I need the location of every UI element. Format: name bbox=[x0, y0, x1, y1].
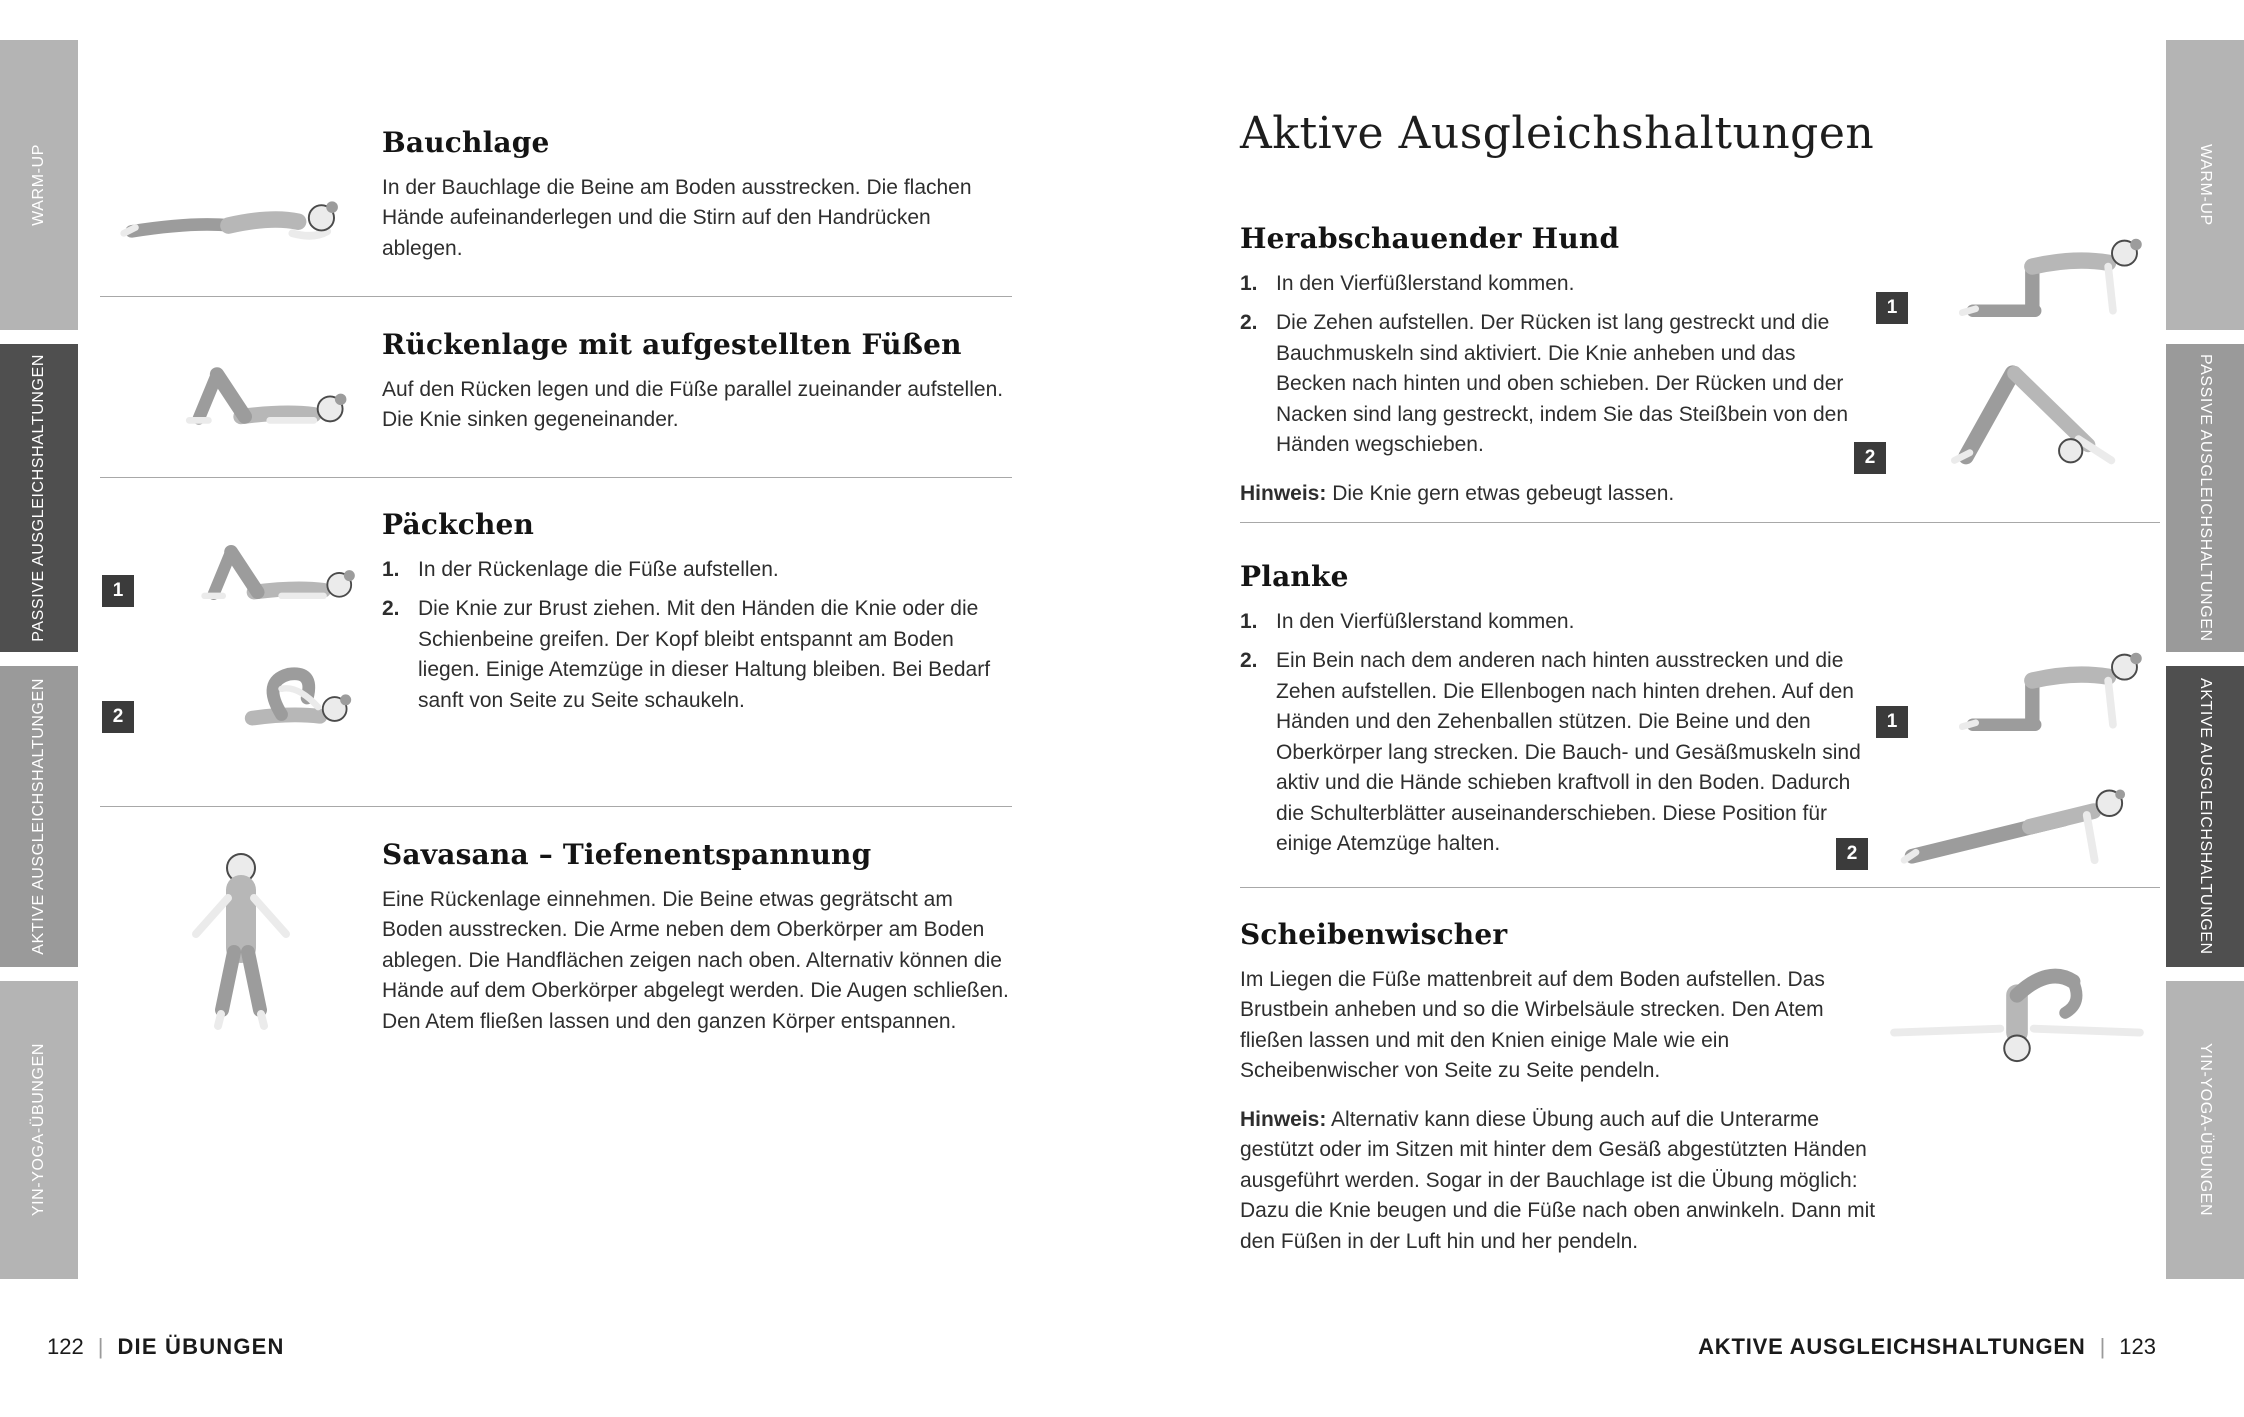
step-number: 1. bbox=[382, 558, 400, 581]
step-number: 2. bbox=[1240, 311, 1258, 335]
pose-table-illustration bbox=[1920, 212, 2160, 324]
section-scheibenwischer bbox=[1240, 918, 2160, 1257]
text-column bbox=[1240, 560, 1870, 860]
section-heading: Scheibenwischer bbox=[1240, 918, 1508, 951]
figure-column bbox=[100, 508, 382, 733]
tab-aktive-ausgleichshaltungen[interactable] bbox=[0, 666, 78, 967]
section-rueckenlage bbox=[100, 328, 1012, 436]
figure-column bbox=[100, 126, 382, 264]
section-divider bbox=[1240, 522, 2160, 523]
section-body: Eine Rückenlage einnehmen. Die Beine etwas gegrätscht am Boden ausstrecken. Die Arme neben dem Oberkörper am Boden ablegen. Die Handflächen zeigen nach oben. Alternativ können die Hände auf dem Oberkörper abgelegt werden. Die Augen schließen. Den Atem fließen lassen und den ganzen Körper entspannen. bbox=[382, 888, 1009, 1033]
tab-label: PASSIVE AUSGLEICHSHALTUNGEN bbox=[2197, 354, 2214, 642]
tab-label: PASSIVE AUSGLEICHSHALTUNGEN bbox=[30, 354, 47, 642]
step-badge-1: 1 bbox=[102, 575, 134, 607]
section-divider bbox=[100, 477, 1012, 478]
figure-column bbox=[1830, 948, 2160, 1066]
step-badge-1: 1 bbox=[1876, 706, 1908, 738]
section-divider bbox=[100, 806, 1012, 807]
step-badge-1: 1 bbox=[1876, 292, 1908, 324]
section-heading: Rückenlage mit aufgestellten Füßen bbox=[382, 328, 962, 361]
hinweis-label: Hinweis: bbox=[1240, 1107, 1327, 1131]
footer-label: DIE ÜBUNGEN bbox=[117, 1334, 285, 1359]
step-number: 2. bbox=[382, 597, 400, 621]
pose-windshield-wiper-illustration bbox=[1874, 948, 2160, 1066]
right-page-footer bbox=[1698, 1334, 2156, 1360]
hinweis-label: Hinweis: bbox=[1240, 481, 1327, 505]
tab-label: YIN-YOGA-ÜBUNGEN bbox=[2197, 1043, 2214, 1217]
figure-with-badge bbox=[1854, 348, 2160, 474]
text-column bbox=[382, 508, 1012, 733]
tab-warm-up[interactable] bbox=[0, 40, 78, 330]
section-planke bbox=[1240, 560, 2160, 864]
tab-warm-up[interactable] bbox=[2166, 40, 2244, 330]
step-list bbox=[1240, 607, 1870, 860]
figure-column bbox=[1830, 626, 2160, 870]
right-page bbox=[1240, 0, 2160, 1417]
section-divider bbox=[1240, 887, 2160, 888]
footer-label: AKTIVE AUSGLEICHSHALTUNGEN bbox=[1698, 1334, 2086, 1359]
text-column bbox=[1240, 222, 1870, 509]
right-tab-rail bbox=[2166, 40, 2244, 1279]
left-page-footer bbox=[47, 1334, 285, 1360]
footer-separator: | bbox=[2099, 1334, 2106, 1359]
step-text: Ein Bein nach dem anderen nach hinten ausstrecken und die Zehen aufstellen. Die Ellenbogen nach hinten drehen. Auf den Händen und den Zehenballen stützen. Die Beine und den Oberkörper lang strecken. Die Bauch- und Gesäßmuskeln sind aktiv und die Hände schieben kraftvoll in den Boden. Dadurch die Schulterblätter auseinanderschieben. Diese Position für einige Atemzüge halten. bbox=[1276, 649, 1861, 856]
tab-yin-yoga-uebungen[interactable] bbox=[2166, 981, 2244, 1279]
tab-aktive-ausgleichshaltungen[interactable] bbox=[2166, 666, 2244, 967]
step-text: In den Vierfüßlerstand kommen. bbox=[1276, 272, 1575, 295]
figure-column bbox=[100, 838, 382, 1037]
tab-label: YIN-YOGA-ÜBUNGEN bbox=[30, 1043, 47, 1217]
figure-with-badge bbox=[1836, 762, 2160, 870]
figure-row bbox=[1874, 948, 2160, 1066]
tab-label: WARM-UP bbox=[2197, 144, 2214, 226]
figure-with-badge bbox=[102, 641, 364, 733]
step-text: In der Rückenlage die Füße aufstellen. bbox=[418, 558, 779, 581]
section-heading: Päckchen bbox=[382, 508, 535, 541]
page-number: 123 bbox=[2119, 1334, 2156, 1359]
figure-with-badge bbox=[102, 515, 364, 607]
step-number: 2. bbox=[1240, 649, 1258, 673]
pose-prone-illustration bbox=[116, 176, 366, 248]
section-heading: Herabschauender Hund bbox=[1240, 222, 1620, 255]
hinweis-note bbox=[1240, 479, 1870, 509]
tab-passive-ausgleichshaltungen[interactable] bbox=[0, 344, 78, 652]
text-column bbox=[1240, 918, 1880, 1257]
section-herabschauender-hund bbox=[1240, 222, 2160, 509]
tab-yin-yoga-uebungen[interactable] bbox=[0, 981, 78, 1279]
tab-passive-ausgleichshaltungen[interactable] bbox=[2166, 344, 2244, 652]
step-text: In den Vierfüßlerstand kommen. bbox=[1276, 610, 1575, 633]
step-badge-2: 2 bbox=[1854, 442, 1886, 474]
pose-supine-knees-bent-illustration bbox=[126, 336, 356, 432]
step-text: Die Zehen aufstellen. Der Rücken ist lang gestreckt und die Bauchmuskeln sind aktiviert. Die Knie anheben und das Becken nach hinten und oben schieben. Der Rücken und der Nacken sind lang gestreckt, indem Sie das Steißbein von den Händen wegschieben. bbox=[1276, 311, 1848, 457]
step-text: Die Knie zur Brust ziehen. Mit den Händen die Knie oder die Schienbeine greifen. Der Kopf bleibt entspannt am Boden liegen. Einige Atemzüge in dieser Haltung bleiben. Bei Bedarf sanft von Seite zu Seite schaukeln. bbox=[418, 597, 991, 712]
step-list bbox=[1240, 269, 1870, 461]
pose-knees-to-chest-illustration bbox=[144, 641, 364, 733]
figure-column bbox=[1830, 212, 2160, 474]
tab-label: WARM-UP bbox=[30, 144, 47, 226]
section-heading: Planke bbox=[1240, 560, 1349, 593]
footer-separator: | bbox=[97, 1334, 104, 1359]
pose-supine-knees-bent-illustration bbox=[144, 515, 364, 607]
figure-column bbox=[100, 328, 382, 436]
section-heading: Savasana – Tiefenentspannung bbox=[382, 838, 872, 871]
left-tab-rail bbox=[0, 40, 78, 1279]
section-body: In der Bauchlage die Beine am Boden ausstrecken. Die flachen Hände aufeinanderlegen und die Stirn auf den Handrücken ablegen. bbox=[382, 176, 972, 260]
hinweis-text: Alternativ kann diese Übung auch auf die Unterarme gestützt oder im Sitzen mit hinter dem Gesäß abgestützten Händen ausgeführt werden. Sogar in der Bauchlage ist die Übung möglich: Dazu die Knie beugen und die Füße nach oben anwinkeln. Dann mit den Füßen in der Luft hin und her pendeln. bbox=[1240, 1107, 1876, 1253]
pose-savasana-top-view-illustration bbox=[166, 846, 316, 1036]
step-number: 1. bbox=[1240, 610, 1258, 633]
pose-table-illustration bbox=[1920, 626, 2160, 738]
section-bauchlage bbox=[100, 126, 1012, 264]
step-badge-2: 2 bbox=[1836, 838, 1868, 870]
text-column bbox=[382, 328, 1012, 436]
section-body: Auf den Rücken legen und die Füße parallel zueinander aufstellen. Die Knie sinken gegeneinander. bbox=[382, 378, 1004, 432]
step-number: 1. bbox=[1240, 272, 1258, 295]
figure-with-badge bbox=[1876, 212, 2160, 324]
tab-label: AKTIVE AUSGLEICHSHALTUNGEN bbox=[30, 678, 47, 955]
section-body: Im Liegen die Füße mattenbreit auf dem Boden aufstellen. Das Brustbein anheben und so die Wirbelsäule strecken. Den Atem fließen lassen und mit den Knien einige Male wie ein Scheibenwischer von Seite zu Seite pendeln. bbox=[1240, 968, 1825, 1083]
hinweis-text: Die Knie gern etwas gebeugt lassen. bbox=[1332, 481, 1675, 505]
section-paeckchen bbox=[100, 508, 1012, 733]
section-divider bbox=[100, 296, 1012, 297]
page-title: Aktive Ausgleichshaltungen bbox=[1240, 108, 1875, 159]
hinweis-note bbox=[1240, 1105, 1880, 1257]
step-list bbox=[382, 555, 1012, 716]
tab-label: AKTIVE AUSGLEICHSHALTUNGEN bbox=[2197, 678, 2214, 955]
text-column bbox=[382, 838, 1012, 1037]
pose-downward-dog-illustration bbox=[1898, 348, 2160, 474]
section-savasana bbox=[100, 838, 1012, 1037]
text-column bbox=[382, 126, 1012, 264]
step-badge-2: 2 bbox=[102, 701, 134, 733]
pose-plank-illustration bbox=[1880, 762, 2160, 870]
section-heading: Bauchlage bbox=[382, 126, 550, 159]
page-number: 122 bbox=[47, 1334, 84, 1359]
figure-with-badge bbox=[1876, 626, 2160, 738]
left-page bbox=[97, 0, 1012, 1417]
